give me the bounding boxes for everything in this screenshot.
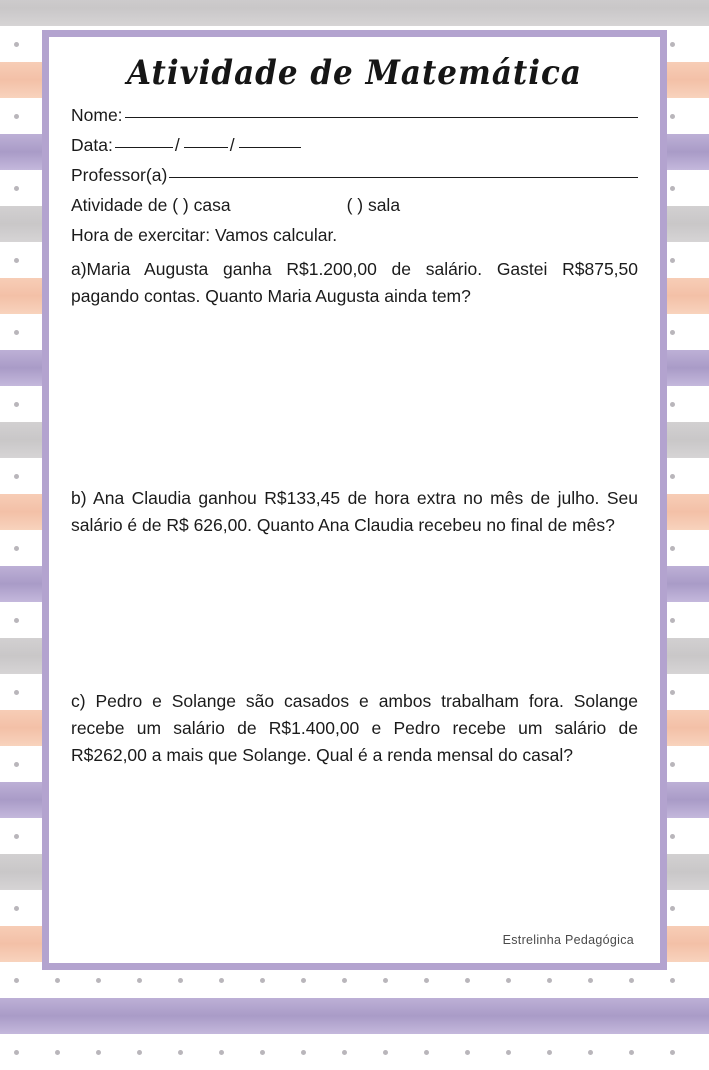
background-dot [629,1050,634,1055]
name-input-rule[interactable] [125,117,638,118]
background-dot [670,474,675,479]
instruction-text: Hora de exercitar: Vamos calcular. [71,225,338,245]
background-dot [670,114,675,119]
background-stripe [0,0,709,26]
background-dot [670,330,675,335]
teacher-label: Professor(a) [71,165,168,185]
background-dot [14,690,19,695]
background-dot [465,1050,470,1055]
background-dot [178,978,183,983]
background-dot-row [0,1034,709,1070]
name-label: Nome: [71,105,123,125]
credit-label: Estrelinha Pedagógica [502,933,634,947]
question-b: b) Ana Claudia ganhou R$133,45 de hora extra no mês de julho. Seu salário é de R$ 626,00. Quanto Ana Claudia recebeu no final de mês? [71,488,638,536]
activity-prefix-label: Atividade de [71,195,168,215]
background-dot [14,330,19,335]
background-dot [547,1050,552,1055]
background-dot [670,978,675,983]
background-dot [342,978,347,983]
question-a: a)Maria Augusta ganha R$1.200,00 de salário. Gastei R$875,50 pagando contas. Quanto Maria Augusta ainda tem? [71,259,638,307]
background-dot [14,1050,19,1055]
background-dot [14,402,19,407]
date-label: Data: [71,135,113,155]
background-dot [14,762,19,767]
background-dot [670,402,675,407]
background-dot [219,978,224,983]
checkbox-home[interactable]: ( ) casa [172,195,231,215]
background-dot [55,978,60,983]
background-dot [14,834,19,839]
background-dot [301,1050,306,1055]
background-dot [670,42,675,47]
background-dot [465,978,470,983]
background-dot [178,1050,183,1055]
background-dot [506,1050,511,1055]
background-dot [670,906,675,911]
background-dot [424,1050,429,1055]
background-dot [670,186,675,191]
activity-type-row [71,195,638,216]
teacher-input-rule[interactable] [169,177,638,178]
background-dot [14,186,19,191]
background-dot [260,1050,265,1055]
background-dot [96,1050,101,1055]
background-dot [96,978,101,983]
background-dot [55,1050,60,1055]
background-dot [14,258,19,263]
background-dot [14,546,19,551]
background-dot [670,690,675,695]
background-dot [137,978,142,983]
background-dot [383,1050,388,1055]
date-day-rule[interactable] [115,147,173,148]
background-dot [547,978,552,983]
background-dot [670,1050,675,1055]
background-dot [670,618,675,623]
background-stripe [0,998,709,1034]
background-dot [260,978,265,983]
date-field-row [71,135,638,156]
background-dot [670,546,675,551]
page-title: Atividade de Matemática [127,53,582,93]
name-field-row [71,105,638,126]
background-dot [14,906,19,911]
background-dot [670,834,675,839]
worksheet-card [42,30,667,970]
background-dot [670,258,675,263]
background-dot [588,978,593,983]
teacher-field-row [71,165,638,186]
background-dot [14,618,19,623]
checkbox-class[interactable]: ( ) sala [346,195,401,215]
background-dot [506,978,511,983]
background-dot [342,1050,347,1055]
background-dot [14,114,19,119]
date-slash-2: / [229,135,235,155]
background-dot [588,1050,593,1055]
background-dot [14,474,19,479]
background-dot [670,762,675,767]
date-month-rule[interactable] [184,147,228,148]
date-slash-1: / [174,135,180,155]
background-dot [424,978,429,983]
background-dot [219,1050,224,1055]
date-year-rule[interactable] [239,147,301,148]
background-dot [383,978,388,983]
background-dot [137,1050,142,1055]
background-dot [629,978,634,983]
background-dot [14,978,19,983]
background-dot [14,42,19,47]
question-c: c) Pedro e Solange são casados e ambos trabalham fora. Solange recebe um salário de R$1.400,00 e Pedro recebe um salário de R$262,00 a mais que Solange. Qual é a renda mensal do casal? [71,690,638,765]
background-dot [301,978,306,983]
